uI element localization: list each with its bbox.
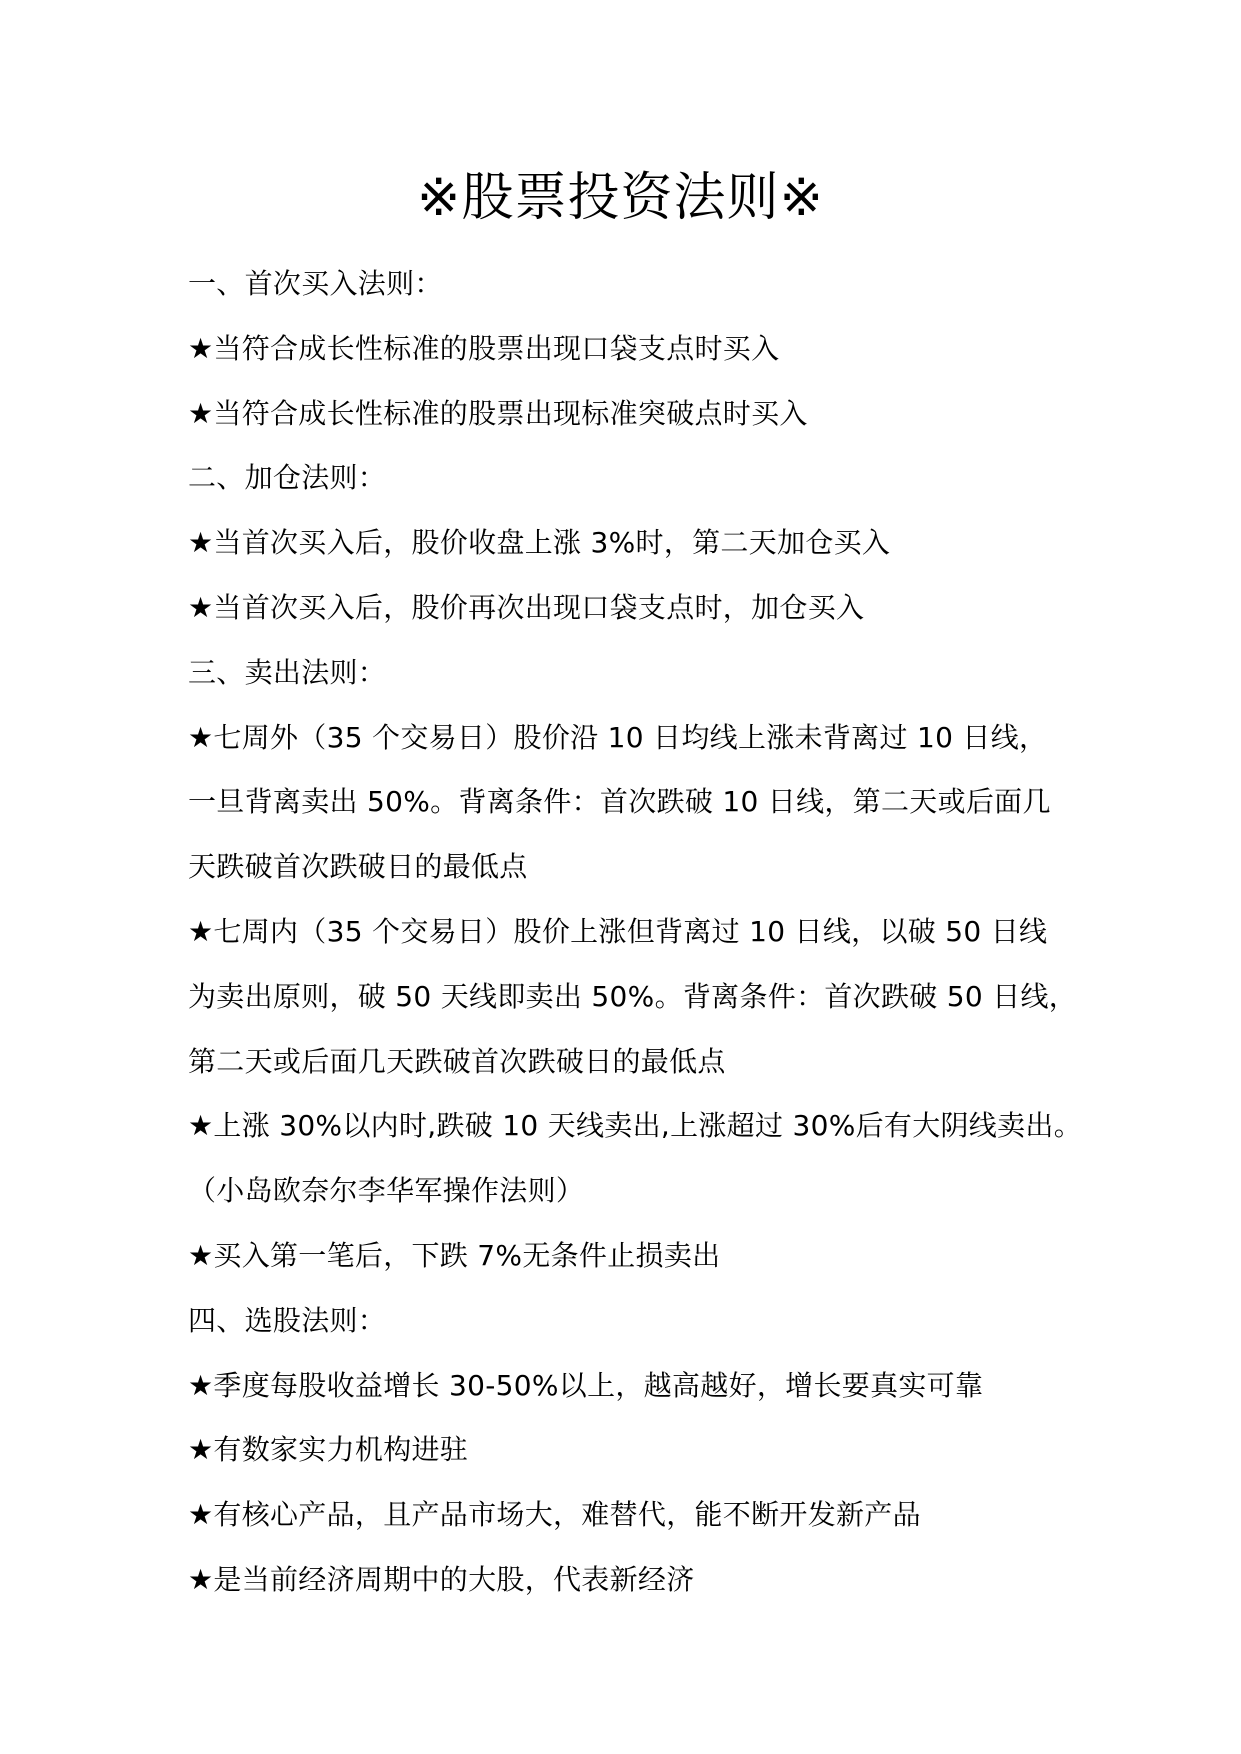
rule-line: ★七周外（35 个交易日）股价沿 10 日均线上涨未背离过 10 日线， <box>188 720 1048 754</box>
section-heading-stock-selection: 四、选股法则： <box>188 1303 387 1337</box>
document-body <box>188 252 1128 1613</box>
rule-line: ★有核心产品，且产品市场大，难替代，能不断开发新产品 <box>188 1498 921 1532</box>
rule-line: ★上涨 30%以内时,跌破 10 天线卖出,上涨超过 30%后有大阴线卖出。 <box>188 1109 1083 1143</box>
section-heading-sell: 三、卖出法则： <box>188 655 387 689</box>
rule-line: ★有数家实力机构进驻 <box>188 1433 469 1467</box>
rule-line: ★买入第一笔后，下跌 7%无条件止损卖出 <box>188 1238 721 1272</box>
document-title: ※股票投资法则※ <box>416 168 825 228</box>
rule-line-continued: 天跌破首次跌破日的最低点 <box>188 850 528 884</box>
rule-line-continued: 一旦背离卖出 50%。背离条件：首次跌破 10 日线，第二天或后面几 <box>188 785 1051 819</box>
rule-line: ★当首次买入后，股价再次出现口袋支点时，加仓买入 <box>188 590 865 624</box>
rule-line-continued: 第二天或后面几天跌破首次跌破日的最低点 <box>188 1044 726 1078</box>
section-heading-first-buy: 一、首次买入法则： <box>188 267 443 300</box>
section-heading-add-position: 二、加仓法则： <box>188 461 387 495</box>
rule-line: ★当首次买入后，股价收盘上涨 3%时，第二天加仓买入 <box>188 526 891 560</box>
rule-note: （小岛欧奈尔李华军操作法则） <box>188 1174 585 1208</box>
rule-line: ★当符合成长性标准的股票出现口袋支点时买入 <box>188 331 780 365</box>
rule-line-continued: 为卖出原则，破 50 天线即卖出 50%。背离条件：首次跌破 50 日线， <box>188 979 1078 1013</box>
rule-line: ★季度每股收益增长 30-50%以上，越高越好，增长要真实可靠 <box>188 1368 984 1402</box>
rule-line: ★七周内（35 个交易日）股价上涨但背离过 10 日线，以破 50 日线 <box>188 914 1048 948</box>
rule-line: ★是当前经济周期中的大股，代表新经济 <box>188 1562 695 1596</box>
rule-line: ★当符合成长性标准的股票出现标准突破点时买入 <box>188 396 808 430</box>
